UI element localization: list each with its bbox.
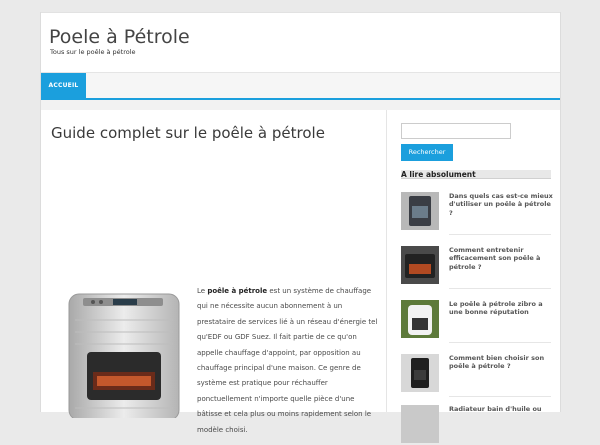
post-divider — [449, 342, 551, 343]
article — [41, 110, 387, 434]
search-input[interactable] — [401, 123, 511, 139]
site-tagline: Tous sur le poêle à pétrole — [50, 48, 136, 56]
intro-prefix: Le — [197, 287, 208, 295]
post-thumbnail[interactable] — [401, 405, 439, 443]
post-title[interactable]: Dans quels cas est-ce mieux d'utiliser un poêle à pétrole ? — [449, 192, 553, 217]
post-title[interactable]: Radiateur bain d'huile ou — [449, 405, 542, 413]
post-divider — [449, 234, 551, 235]
post-title[interactable]: Comment bien choisir son poêle à pétrole ? — [449, 354, 545, 371]
intro-keyword: poêle à pétrole — [207, 287, 268, 295]
intro-body: est un système de chauffage qui ne nécessite aucun abonnement à un prestataire de services lié à un réseau d'énergie tel qu'EDF ou GDF Suez. Il fait partie de ce qu'on appelle chauffage d'appoint, par opposition au chauffage principal d'une maison. Ce genre de système est pratique pour réchauffer ponctuellement n'importe quelle pièce d'une bâtisse et cela plus ou moins rapidement selon le modèle choisi. — [197, 287, 378, 434]
heater-image — [53, 288, 193, 418]
article-intro — [197, 284, 381, 438]
page-wrapper — [40, 12, 561, 434]
search-button[interactable]: Rechercher — [401, 144, 453, 161]
post-title[interactable]: Le poêle à pétrole zibro a une bonne réputation — [449, 300, 543, 317]
nav-item-accueil[interactable]: ACCUEIL — [41, 73, 86, 98]
sidebar-post[interactable] — [401, 300, 551, 340]
post-thumbnail[interactable] — [401, 354, 439, 392]
sidebar-post[interactable] — [401, 246, 551, 286]
content-spacer — [41, 100, 560, 110]
site-title[interactable]: Poele à Pétrole — [49, 26, 190, 48]
sidebar-post[interactable] — [401, 192, 551, 232]
post-thumbnail[interactable] — [401, 246, 439, 284]
site-header — [41, 12, 560, 73]
post-title[interactable]: Comment entretenir efficacement son poêle à pétrole ? — [449, 246, 541, 271]
sidebar-post[interactable] — [401, 405, 551, 445]
post-thumbnail[interactable] — [401, 300, 439, 338]
main-nav — [41, 72, 560, 101]
post-divider — [449, 396, 551, 397]
widget-header — [401, 170, 551, 179]
post-thumbnail[interactable] — [401, 192, 439, 230]
sidebar-post[interactable] — [401, 354, 551, 394]
widget-title: A lire absolument — [401, 170, 476, 179]
article-title: Guide complet sur le poêle à pétrole — [51, 124, 325, 142]
sidebar — [386, 110, 560, 412]
post-divider — [449, 288, 551, 289]
